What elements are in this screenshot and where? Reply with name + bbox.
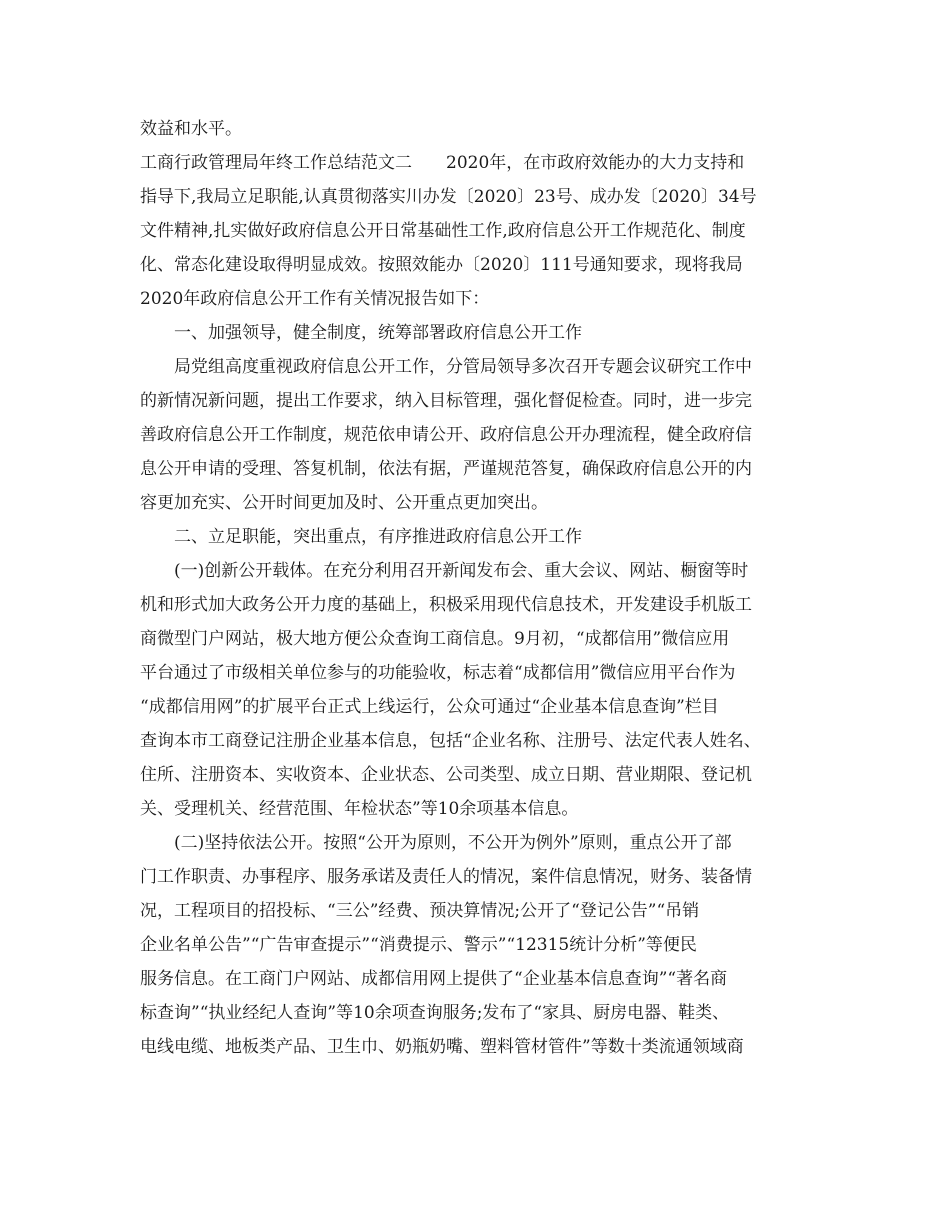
text-line: 文件精神,扎实做好政府信息公开日常基础性工作,政府信息公开工作规范化、制度 (140, 221, 746, 241)
text-line: 平台通过了市级相关单位参与的功能验收，标志着“成都信用”微信应用平台作为 (140, 663, 736, 683)
text-line: 局党组高度重视政府信息公开工作，分管局领导多次召开专题会议研究工作中 (140, 357, 752, 377)
text-line: 况，工程项目的招投标、“三公”经费、预决算情况;公开了“登记公告”“吊销 (140, 901, 700, 921)
text-line: 效益和水平。 (140, 119, 242, 139)
text-line: 指导下,我局立足职能,认真贯彻落实川办发〔2020〕23号、成办发〔2020〕34号 (140, 187, 757, 207)
text-line: 机和形式加大政务公开力度的基础上，积极采用现代信息技术，开发建设手机版工 (140, 595, 752, 615)
text-line: 工商行政管理局年终工作总结范文二 2020年，在市政府效能办的大力支持和 (140, 153, 745, 173)
text-line: 关、受理机关、经营范围、年检状态”等10余项基本信息。 (140, 799, 579, 819)
text-line: (二)坚持依法公开。按照“公开为原则，不公开为例外”原则，重点公开了部 (140, 833, 732, 853)
text-line: 标查询”“执业经纪人查询”等10余项查询服务;发布了“家具、厨房电器、鞋类、 (140, 1003, 730, 1023)
text-line: “成都信用网”的扩展平台正式上线运行，公众可通过“企业基本信息查询”栏目 (140, 697, 719, 717)
text-line: 企业名单公告”“广告审查提示”“消费提示、警示”“12315统计分析”等便民 (140, 935, 697, 955)
text-line: 服务信息。在工商门户网站、成都信用网上提供了“企业基本信息查询”“著名商 (140, 969, 728, 989)
text-line: 门工作职责、办事程序、服务承诺及责任人的情况，案件信息情况，财务、装备情 (140, 867, 752, 887)
text-line: 电线电缆、地板类产品、卫生巾、奶瓶奶嘴、塑料管材管件”等数十类流通领域商 (140, 1037, 744, 1057)
text-line: 化、常态化建设取得明显成效。按照效能办〔2020〕111号通知要求，现将我局 (140, 255, 743, 275)
text-line: 的新情况新问题，提出工作要求，纳入目标管理，强化督促检查。同时，进一步完 (140, 391, 752, 411)
section-heading: 一、加强领导，健全制度，统筹部署政府信息公开工作 (140, 323, 582, 343)
text-line: 容更加充实、公开时间更加及时、公开重点更加突出。 (140, 493, 548, 513)
text-line: 住所、注册资本、实收资本、企业状态、公司类型、成立日期、营业期限、登记机 (140, 765, 752, 785)
text-line: (一)创新公开载体。在充分利用召开新闻发布会、重大会议、网站、橱窗等时 (140, 561, 749, 581)
text-line: 2020年政府信息公开工作有关情况报告如下： (140, 289, 490, 309)
text-line: 查询本市工商登记注册企业基本信息，包括“企业名称、注册号、法定代表人姓名、 (140, 731, 761, 751)
text-line: 商微型门户网站，极大地方便公众查询工商信息。9月初，“成都信用”微信应用 (140, 629, 730, 649)
text-line: 善政府信息公开工作制度，规范依申请公开、政府信息公开办理流程，健全政府信 (140, 425, 752, 445)
text-line: 息公开申请的受理、答复机制，依法有据，严谨规范答复，确保政府信息公开的内 (140, 459, 752, 479)
section-heading: 二、立足职能，突出重点，有序推进政府信息公开工作 (140, 527, 582, 547)
